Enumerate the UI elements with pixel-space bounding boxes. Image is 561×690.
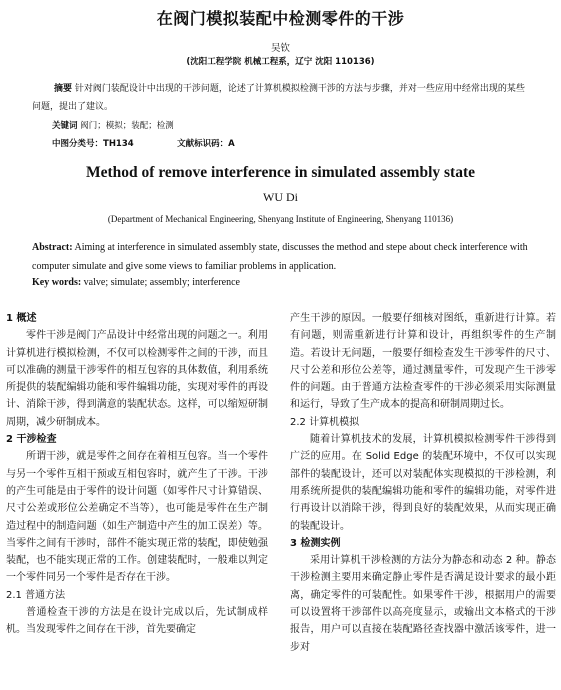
abstract-cn <box>32 80 532 116</box>
affiliation-en: (Department of Mechanical Engineering, Shenyang Institute of Engineering, Shenyang 110136) <box>107 214 454 224</box>
title-en: Method of remove interference in simulated assembly state <box>86 164 475 181</box>
section-2-paragraph: 所谓干涉，就是零件之间存在着相互包容。当一个零件与另一个零件互相干预或互相包容时，就产生了干涉。干涉的产生可能是由于零件的设计问题（如零件尺寸计算错误、尺寸公差或形位公差确定不当等），也可能是零件在生产制造过程中的制造问题（如生产制造中产生的加工误差）等。当零件之间有干涉时，部件不能实现正常的装配，即使勉强装配，也不能实现正常的工作。创建装配时，一般难以判定一个零件同另一个零件是否存在干涉。 <box>6 451 268 584</box>
abstract-cn-label: 摘要 <box>54 84 73 94</box>
keywords-en <box>32 277 240 288</box>
affiliation-cn: (沈阳工程学院 机械工程系，辽宁 沈阳 110136) <box>186 57 375 67</box>
doc-code-value: A <box>228 139 235 149</box>
subsection-2-2-paragraph: 随着计算机技术的发展，计算机模拟检测零件干涉得到广泛的应用。在 Solid Edge 的装配环境中，不仅可以实现部件的装配设计，还可以对装配体实现模拟的干涉检测，利用系统所提供的装配编辑功能和零件的编辑功能，对零件进行再设计以消除干涉，得到良好的装配效果，从而实现正确的装配设计。 <box>290 434 556 532</box>
keywords-en-text: valve; simulate; assembly; interference <box>83 277 240 288</box>
abstract-cn-text: 针对阀门装配设计中出现的干涉问题，论述了计算机模拟检测干涉的方法与步骤，并对一些应用中经常出现的某些问题，提出了建议。 <box>32 84 525 112</box>
subsection-2-1-paragraph: 普通检查干涉的方法是在设计完成以后，先试制成样机。当发现零件之间存在干涉，首先要确定 <box>6 607 268 636</box>
keywords-cn <box>52 119 174 131</box>
body-left-column <box>6 310 268 639</box>
subsection-heading-2-2: 2.2 计算机模拟 <box>290 416 360 428</box>
section-1-paragraph: 零件干涉是阀门产品设计中经常出现的问题之一。利用计算机进行模拟检测，不仅可以检测零件之间的干涉，而且可以准确的测量干涉零件的相互包容的具体数值，利用系统所提供的装配编辑功能和零件编辑功能，实现对零件的再设计、消除干涉，得到满意的装配状态。这样，可以缩短研制周期，减少研制成本。 <box>6 330 268 428</box>
abstract-en <box>32 238 532 276</box>
abstract-en-text: Aiming at interference in simulated assembly state, discusses the method and stepe about check interference with computer simulate and give some views to familiar problems in application. <box>32 242 528 272</box>
title-cn: 在阀门模拟装配中检测零件的干涉 <box>156 9 405 28</box>
subsection-heading-2-1: 2.1 普通方法 <box>6 589 66 601</box>
author-en: WU Di <box>263 190 298 204</box>
section-heading-1: 1 概述 <box>6 313 37 324</box>
classification-line <box>52 137 235 149</box>
keywords-cn-label: 关键词 <box>52 121 78 131</box>
keywords-en-label: Key words: <box>32 277 82 288</box>
keywords-cn-text: 阀门；模拟；装配；检测 <box>80 121 174 131</box>
continued-paragraph: 产生干涉的原因。一般要仔细核对图纸，重新进行计算。若有问题，则需重新进行计算和设计，再组织零件的生产制造。若设计无问题，一般要仔细检查发生干涉零件的尺寸、尺寸公差和形位公差等，通过测量零件，可发现产生干涉零件的问题。由于普通方法检查零件的干涉必须采用实际测量和运行，导致了生产成本的提高和研制周期过长。 <box>290 313 556 411</box>
clc-label: 中图分类号： <box>52 139 104 149</box>
doc-code-label: 文献标识码： <box>177 139 229 149</box>
author-cn: 吴钦 <box>270 43 290 54</box>
clc-value: TH134 <box>103 139 134 149</box>
abstract-en-label: Abstract: <box>32 242 73 253</box>
section-heading-3: 3 检测实例 <box>290 537 341 549</box>
section-3-paragraph: 采用计算机干涉检测的方法分为静态和动态 2 种。静态干涉检测主要用来确定静止零件是否满足设计要求的最小距离，确定零件的可装配性。如果零件干涉，根据用户的需要可以设置将干涉部件以高亮度显示，或输出文本格式的干涉报告，用户可以直接在装配路径查找器中激活该零件，进一步对 <box>290 555 556 653</box>
body-right-column <box>290 310 556 656</box>
section-heading-2: 2 干涉检查 <box>6 434 57 446</box>
